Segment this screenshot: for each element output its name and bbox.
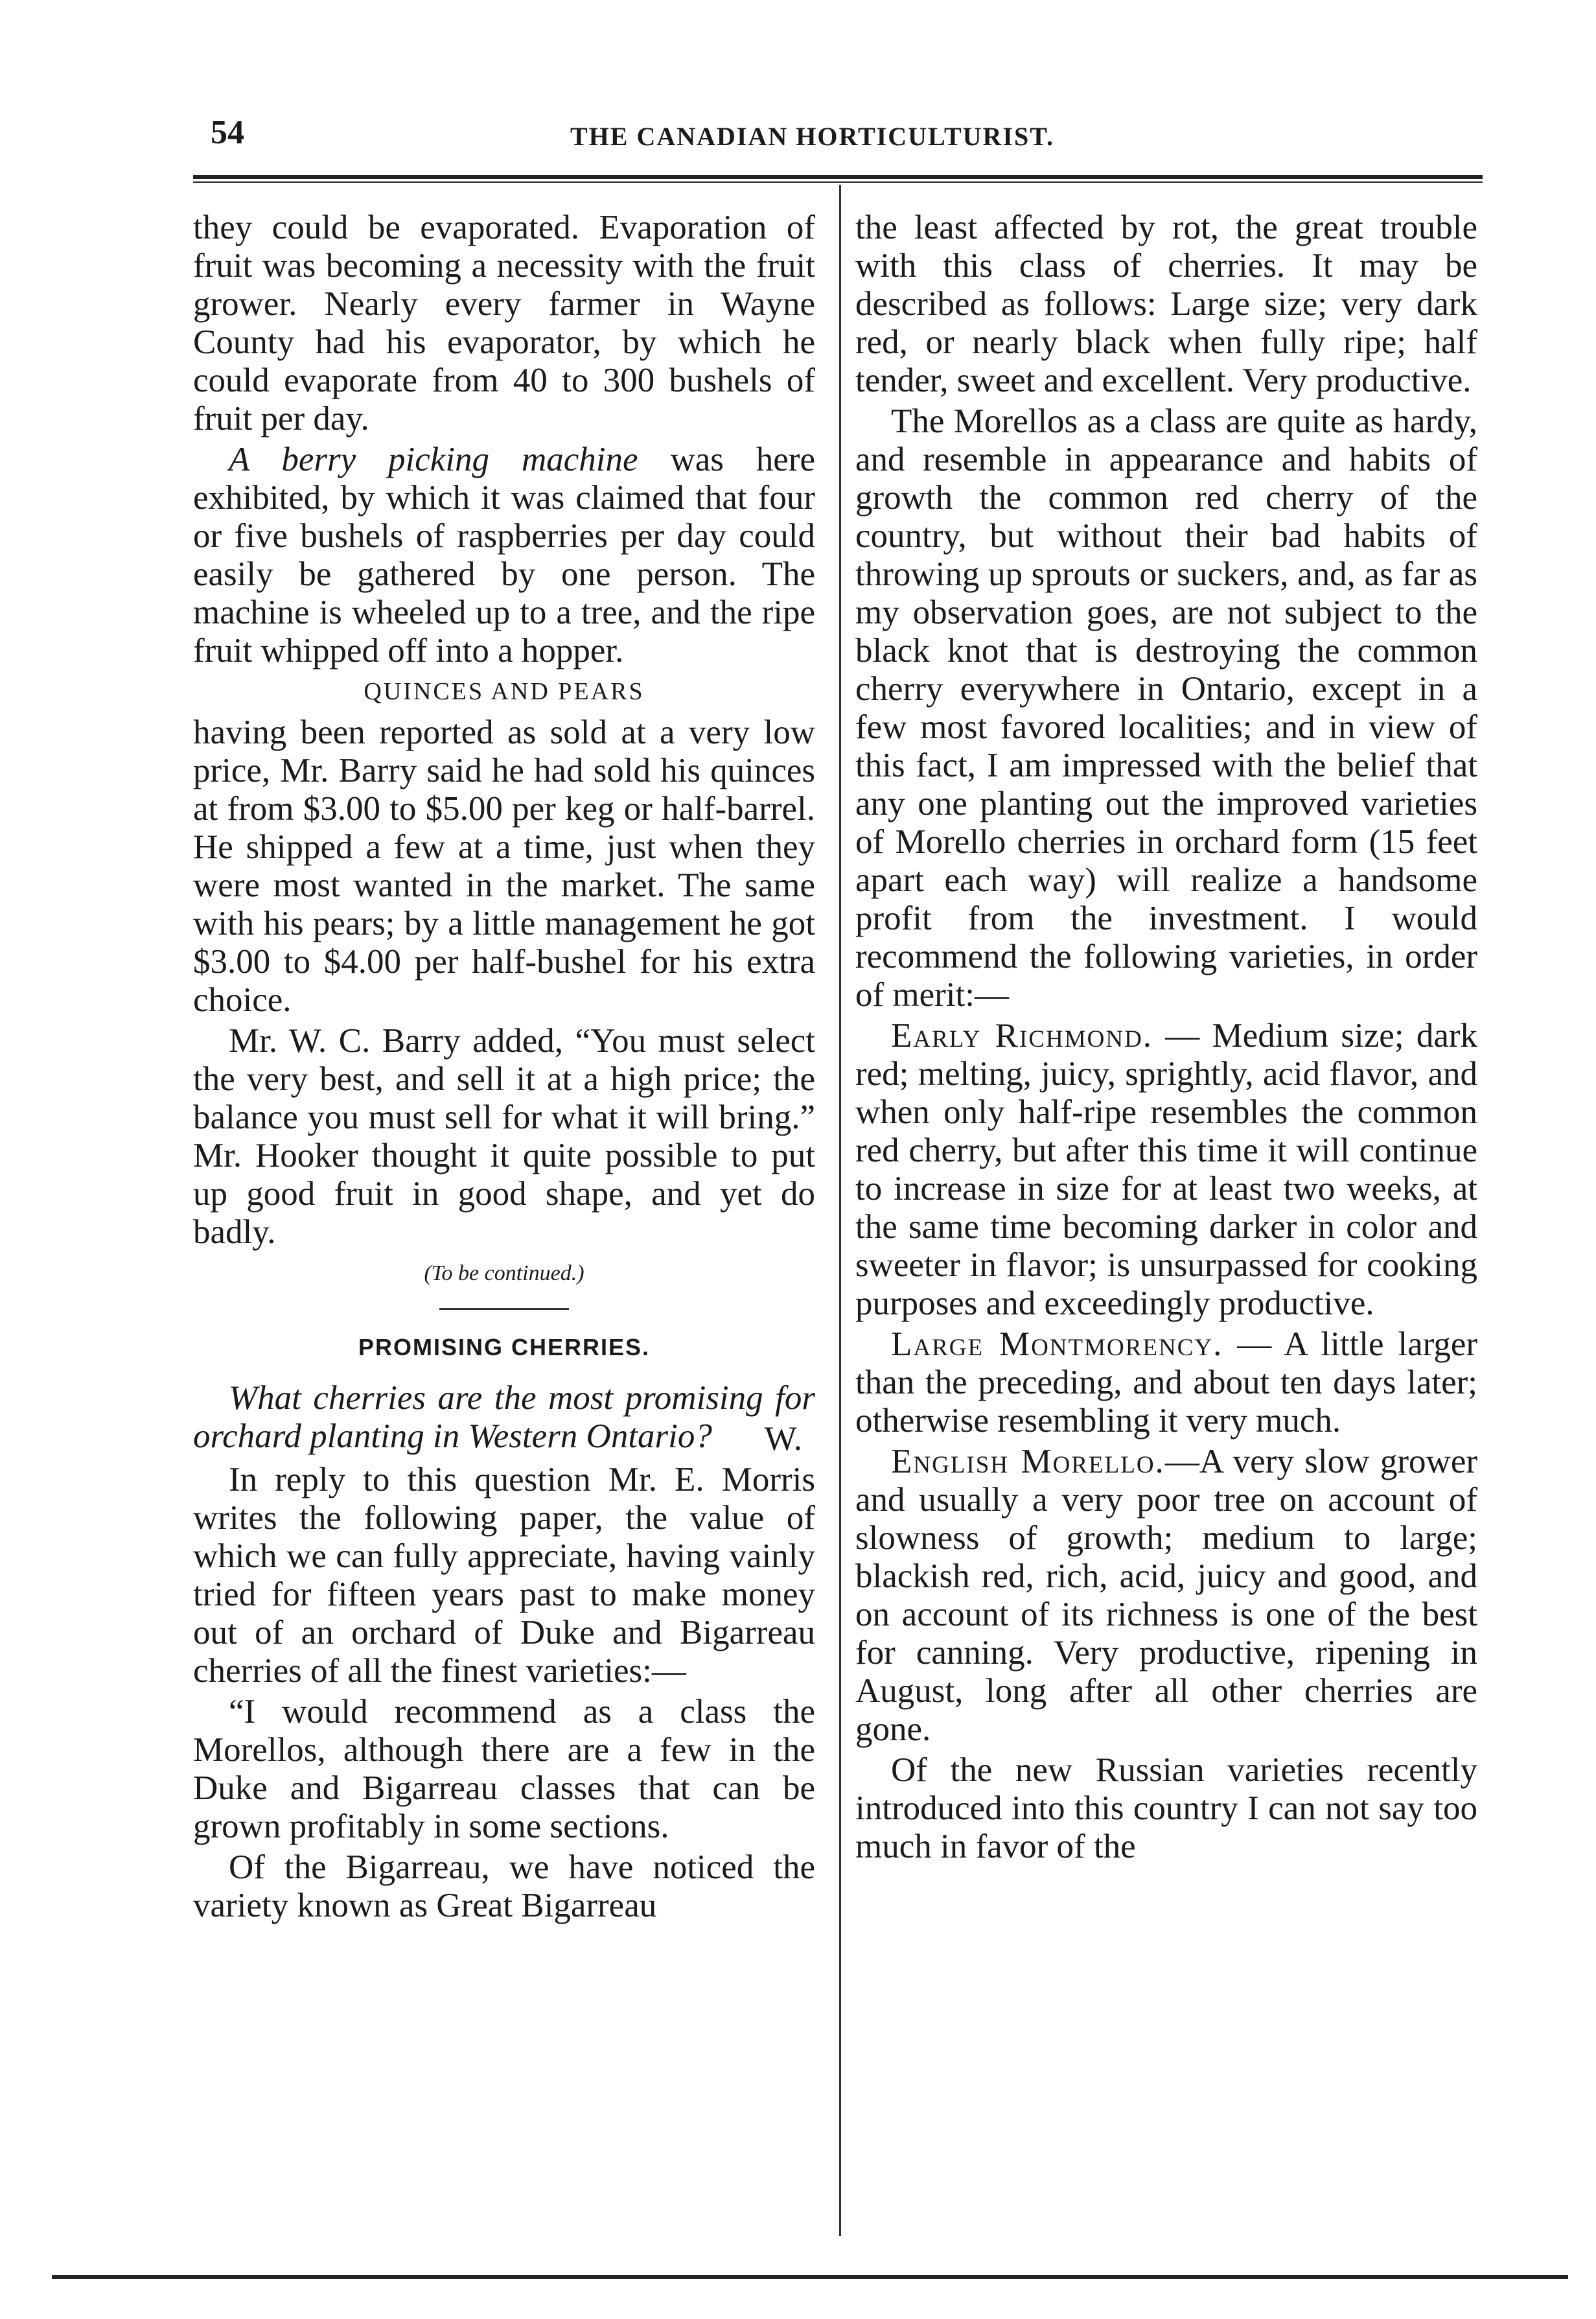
to-be-continued: (To be continued.) <box>424 1261 584 1285</box>
paragraph-quinces: having been reported as sold at a very low price, Mr. Barry said he had sold his quinces at from $3.00 to $5.00 per keg or half-barrel. He shipped a few at a time, just when they were most wanted in the market. The same with his pears; by a little management he got $3.00 to $4.00 per half-bushel for his extra choice. <box>193 714 815 1019</box>
left-column <box>193 209 815 1928</box>
paragraph-barry-quote: Mr. W. C. Barry added, “You must select the very best, and sell it at a high price; the balance you must sell for what it will bring.” Mr. Hooker thought it quite possible to put up good fruit in good shape, and yet do badly. <box>193 1022 815 1251</box>
paragraph-great-bigarreau: the least affected by rot, the great trouble with this class of cherries. It may be described as follows: Large size; very dark red, or nearly black when fully ripe; half tender, sweet and excellent. Very productive. <box>855 209 1477 399</box>
quinces-heading: QUINCES AND PEARS <box>364 678 645 705</box>
paragraph-bigarreau: Of the Bigarreau, we have noticed the variety known as Great Bigarreau <box>193 1848 815 1924</box>
paragraph-large-montmorency <box>855 1325 1477 1440</box>
right-column <box>855 209 1477 1869</box>
header-rule <box>193 175 1483 183</box>
berry-machine-text: was here exhibited, by which it was claimed that four or five bushels of raspberries per day could easily be gathered by one person. The machine is wheeled up to a tree, and the ripe fruit whipped off into a hopper. <box>193 441 815 670</box>
english-morello-text: —A very slow grower and usually a very poor tree on account of slowness of growth; medium to large; blackish red, rich, acid, juicy and good, and on account of its richness is one of the best for canning. Very productive, ripening in August, long after all other cherries are gone. <box>855 1443 1477 1748</box>
paragraph-reply: In reply to this question Mr. E. Morris writes the following paper, the value of which we can fully appreciate, having vainly tried for fifteen years past to make money out of an orchard of Duke and Bigarreau cherries of all the finest varieties:— <box>193 1461 815 1690</box>
running-head: THE CANADIAN HORTICULTURIST. <box>570 122 1054 151</box>
early-richmond-text: — Medium size; dark red; melting, juicy, sprightly, acid flavor, and when only half-ripe resembles the common red cherry, but after this time it will continue to increase in size for at least two weeks, at the same time becoming darker in color and sweeter in flavor; is unsurpassed for cooking purposes and exceedingly productive. <box>855 1017 1477 1322</box>
page-number: 54 <box>211 114 244 151</box>
paragraph-evaporation: they could be evaporated. Evaporation of fruit was becoming a necessity with the fruit grower. Nearly every farmer in Wayne County had his evaporator, by which he could evaporate from 40 to 300 bushels of fruit per day. <box>193 209 815 437</box>
section-divider <box>439 1308 569 1310</box>
english-morello-name: English Morello. <box>891 1443 1165 1480</box>
large-montmorency-name: Large Montmorency. <box>891 1325 1223 1363</box>
bottom-rule <box>52 2275 1568 2279</box>
paragraph-russian-varieties: Of the new Russian varieties recently introduced into this country I can not say too much in favor of the <box>855 1751 1477 1865</box>
paragraph-recommend: “I would recommend as a class the Morellos, although there are a few in the Duke and Bigarreau classes that can be grown profitably in some sections. <box>193 1693 815 1845</box>
question-text: What cherries are the most promising for orchard planting in Western Ontario? <box>193 1379 815 1455</box>
large-montmorency-text: — A little larger than the preceding, and about ten days later; otherwise resembling it very much. <box>855 1325 1477 1439</box>
column-divider <box>839 185 841 2236</box>
early-richmond-name: Early Richmond. <box>891 1017 1153 1055</box>
cherries-heading: PROMISING CHERRIES. <box>358 1334 651 1360</box>
paragraph-berry-machine <box>193 441 815 670</box>
paragraph-early-richmond <box>855 1017 1477 1323</box>
berry-machine-italic: A berry picking machine <box>229 441 638 478</box>
question-signature: W. <box>764 1420 802 1458</box>
paragraph-english-morello <box>855 1443 1477 1749</box>
paragraph-morellos: The Morellos as a class are quite as hardy, and resemble in appearance and habits of growth the common red cherry of the country, but without their bad habits of throwing up sprouts or suckers, and, as far as my observation goes, are not subject to the black knot that is destroying the common cherry everywhere in Ontario, except in a few most favored localities; and in view of this fact, I am impressed with the belief that any one planting out the improved varieties of Morello cherries in orchard form (15 feet apart each way) will realize a handsome profit from the investment. I would recommend the following varieties, in order of merit:— <box>855 402 1477 1014</box>
page-header <box>211 113 1481 159</box>
